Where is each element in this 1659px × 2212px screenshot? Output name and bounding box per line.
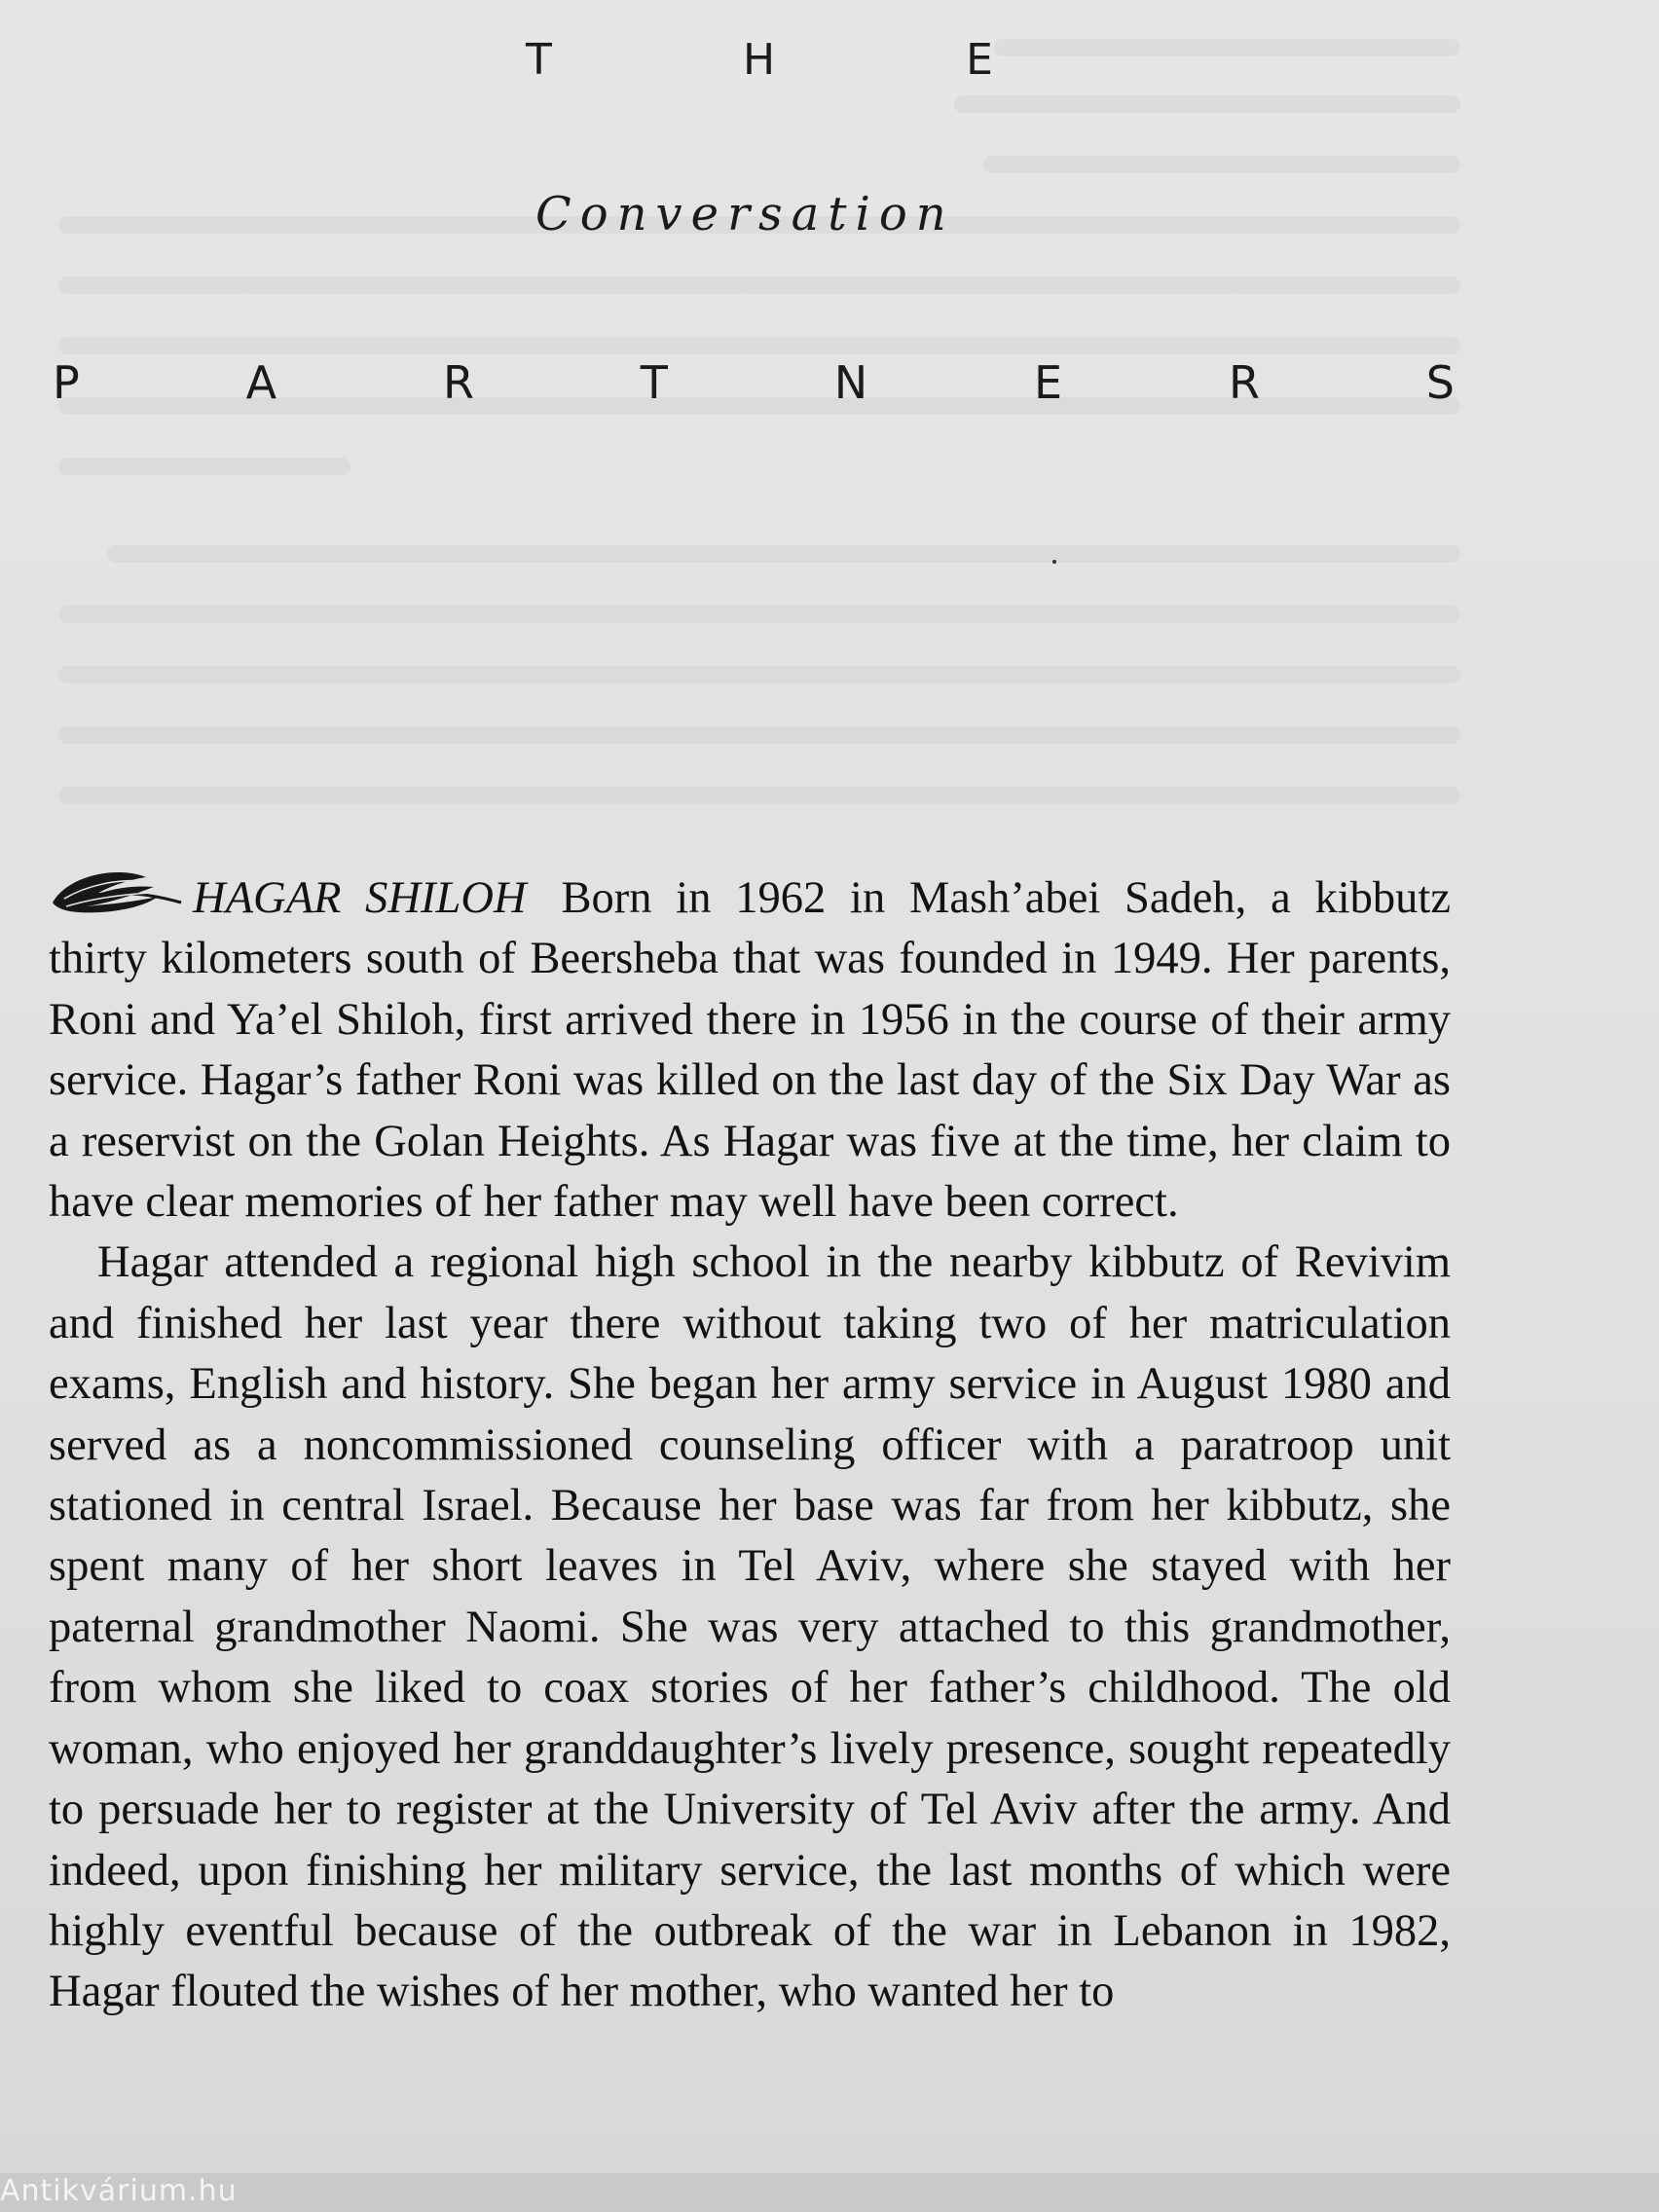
body-text bbox=[49, 864, 1451, 2023]
page-bottom-edge bbox=[0, 2173, 1659, 2212]
ink-speck bbox=[1052, 560, 1056, 564]
watermark: Antikvárium.hu bbox=[0, 2174, 238, 2208]
paragraph-1 bbox=[49, 864, 1451, 1233]
heading-letter: E bbox=[966, 35, 993, 85]
show-through-text bbox=[0, 0, 1659, 915]
heading-letter: T bbox=[526, 35, 552, 85]
heading-letter: R bbox=[1228, 356, 1260, 409]
heading-letter: S bbox=[1425, 356, 1455, 409]
heading-partners bbox=[53, 356, 1455, 409]
heading-the bbox=[526, 35, 993, 85]
paragraph-2: Hagar attended a regional high school in the nearby kibbutz of Revivim and finished her last year there without taking two of her matriculation exams, English and history. She began her army service in August 1980 and served as a noncommissioned counseling officer with a paratroop unit stationed in central Israel. Because her base was far from her kibbutz, she spent many of her short leaves in Tel Aviv, where she stayed with her paternal grandmother Naomi. She was very attached to this grandmother, from whom she liked to coax stories of her father’s childhood. The old woman, who enjoyed her granddaughter’s lively presence, sought repeatedly to persuade her to register at the University of Tel Aviv after the army. And indeed, upon finishing her military service, the last months of which were highly eventful because of the outbreak of the war in Lebanon in 1982, Hagar flouted the wishes of her mother, who wanted her to bbox=[49, 1237, 1451, 2017]
heading-conversation: Conversation bbox=[535, 187, 955, 241]
leaf-ornament-icon bbox=[49, 864, 185, 914]
person-name: HAGAR SHILOH bbox=[193, 873, 527, 923]
heading-letter: R bbox=[442, 356, 474, 409]
paragraph-1-text: Born in 1962 in Mash’abei Sadeh, a kibbutz thirty kilometers south of Beersheba that was founded in 1949. Her parents, Roni and Ya’el Shiloh, first arrived there in 1956 in the course of their army service. Hagar’s father Roni was killed on the last day of the Six Day War as a reservist on the Golan Heights. As Hagar was five at the time, her claim to have clear memories of her father may well have been correct. bbox=[49, 873, 1451, 1228]
heading-letter: E bbox=[1034, 356, 1063, 409]
heading-letter: P bbox=[53, 356, 80, 409]
heading-letter: A bbox=[245, 356, 277, 409]
heading-letter: H bbox=[742, 35, 776, 85]
heading-letter: N bbox=[833, 356, 868, 409]
heading-letter: T bbox=[640, 356, 668, 409]
